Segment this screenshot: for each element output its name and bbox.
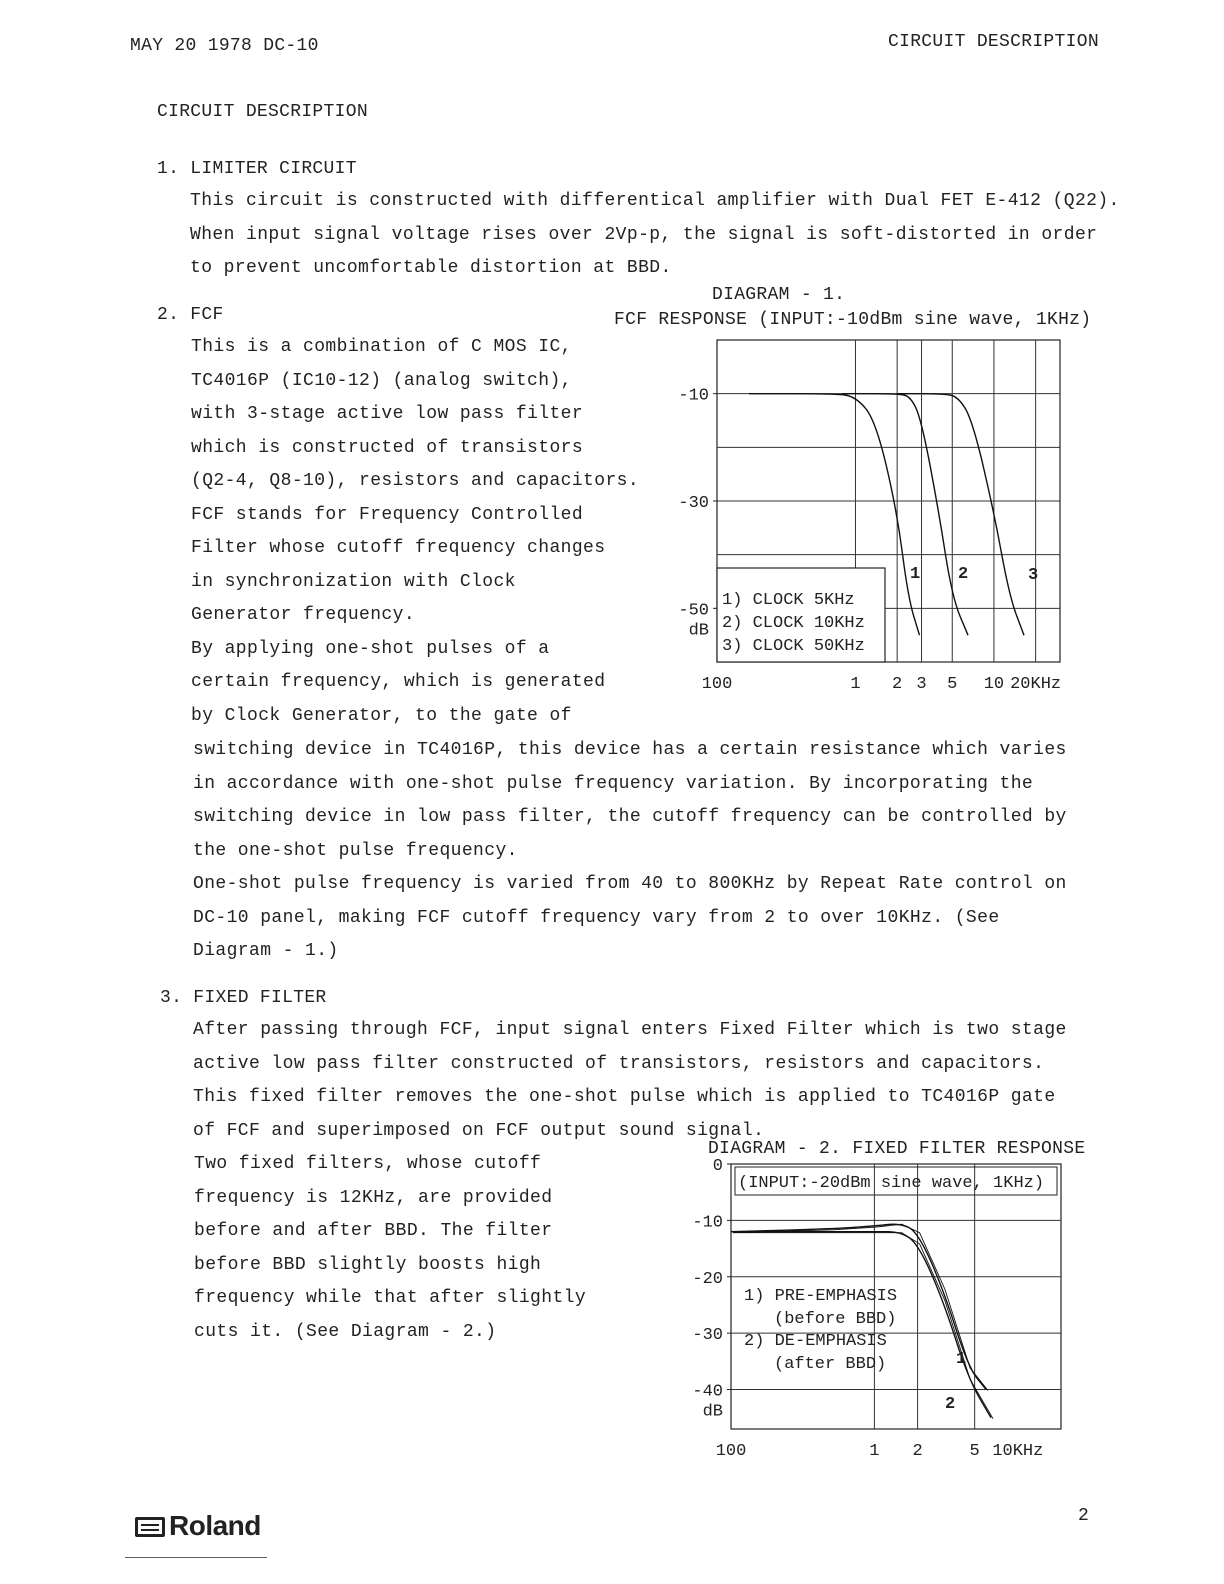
header-right: CIRCUIT DESCRIPTION [888, 32, 1099, 52]
series-line-3 [897, 394, 1024, 636]
x-tick-label: 10 [983, 675, 1005, 690]
x-tick-label: 100 [701, 675, 733, 690]
text-line: switching device in low pass filter, the cutoff frequency can be controlled by [193, 807, 1067, 827]
text-line: active low pass filter constructed of transistors, resistors and capacitors. [193, 1053, 1045, 1074]
curve-label-2: 2 [945, 1395, 956, 1414]
curve-label-1: 1 [956, 1350, 967, 1369]
y-tick-label: -30 [678, 494, 709, 513]
curve-label-2: 2 [958, 565, 969, 584]
text-line: by Clock Generator, to the gate of [191, 705, 572, 726]
curve-label-3: 3 [1028, 566, 1039, 585]
section-heading-limiter: 1. LIMITER CIRCUIT [157, 159, 357, 179]
logo-text: Roland [169, 1510, 261, 1541]
y-tick-label: -40 [692, 1382, 723, 1402]
text-line: TC4016P (IC10-12) (analog switch), [191, 370, 572, 391]
page-title: CIRCUIT DESCRIPTION [157, 102, 368, 122]
x-tick-label: 1 [869, 1442, 880, 1461]
curve-label-1: 1 [910, 565, 921, 584]
legend-entry: 1) CLOCK 5KHz [722, 591, 855, 610]
header-left: MAY 20 1978 DC-10 [130, 36, 319, 56]
roland-mark-icon [135, 1517, 165, 1537]
x-tick-label: 2 [892, 675, 903, 690]
section-body-fcf-wide [193, 734, 1067, 969]
x-tick-label: 3 [916, 675, 927, 690]
x-tick-label: 2 [912, 1442, 923, 1461]
y-tick-label: -10 [692, 1213, 723, 1233]
text-line: By applying one-shot pulses of a [191, 638, 550, 659]
text-line: This is a combination of C MOS IC, [191, 337, 572, 357]
section-body-fixed-filter-wide [193, 1014, 1067, 1148]
y-tick-label: -30 [692, 1326, 723, 1346]
text-line: Diagram - 1.) [193, 941, 339, 961]
text-line: This circuit is constructed with differentical amplifier with Dual FET E-412 (Q22). [190, 191, 1120, 211]
text-line: the one-shot pulse frequency. [193, 840, 518, 861]
legend-entry: (before BBD) [774, 1310, 897, 1329]
section-body-fixed-filter-narrow [194, 1148, 586, 1349]
text-line: before BBD slightly boosts high [194, 1254, 542, 1275]
text-line: cuts it. (See Diagram - 2.) [194, 1321, 497, 1342]
text-line: switching device in TC4016P, this device has a certain resistance which varies [193, 740, 1067, 760]
x-tick-label: 5 [947, 675, 958, 690]
text-line: Generator frequency. [191, 605, 416, 625]
text-line: to prevent uncomfortable distortion at BBD. [190, 258, 672, 278]
text-line: frequency is 12KHz, are provided [194, 1187, 553, 1208]
x-tick-label: 20KHz [1010, 675, 1062, 690]
text-line: This fixed filter removes the one-shot pulse which is applied to TC4016P gate [193, 1087, 1056, 1107]
legend-entry: 1) PRE-EMPHASIS [744, 1287, 898, 1306]
section-body-limiter [190, 185, 1120, 286]
diagram2-subtitle: (INPUT:-20dBm sine wave, 1KHz) [738, 1174, 1045, 1193]
footer-rule [125, 1557, 267, 1558]
y-tick-label: 0 [712, 1157, 723, 1176]
x-tick-label: 10KHz [992, 1442, 1044, 1461]
y-tick-label: -20 [692, 1269, 723, 1289]
section-heading-fcf: 2. FCF [157, 305, 224, 325]
x-tick-label: 5 [969, 1442, 980, 1461]
text-line: When input signal voltage rises over 2Vp-p, the signal is soft-distorted in order [190, 224, 1098, 245]
text-line: in synchronization with Clock [191, 571, 516, 592]
x-tick-label: 100 [715, 1442, 747, 1461]
roland-logo [135, 1510, 261, 1542]
text-line: with 3-stage active low pass filter [191, 404, 584, 424]
text-line: frequency while that after slightly [194, 1288, 587, 1308]
y-tick-label: -10 [678, 386, 709, 406]
y-tick-label: -50 [678, 601, 709, 621]
text-line: of FCF and superimposed on FCF output sound signal. [193, 1120, 765, 1141]
legend-entry: 2) DE-EMPHASIS [744, 1332, 887, 1351]
text-line: FCF stands for Frequency Controlled [191, 504, 584, 525]
text-line: (Q2-4, Q8-10), resistors and capacitors. [191, 471, 640, 491]
legend-entry: 2) CLOCK 10KHz [722, 614, 865, 633]
text-line: certain frequency, which is generated [191, 672, 606, 692]
text-line: After passing through FCF, input signal enters Fixed Filter which is two stage [193, 1020, 1067, 1040]
diagram1-chart [650, 330, 1080, 690]
text-line: One-shot pulse frequency is varied from 40 to 800KHz by Repeat Rate control on [193, 874, 1067, 894]
text-line: before and after BBD. The filter [194, 1221, 553, 1241]
page-number: 2 [1078, 1506, 1090, 1526]
legend-entry: 3) CLOCK 50KHz [722, 637, 865, 656]
text-line: which is constructed of transistors [191, 437, 584, 458]
section-body-fcf-narrow [191, 331, 639, 733]
text-line: in accordance with one-shot pulse frequency variation. By incorporating the [193, 773, 1034, 794]
diagram1-subtitle: FCF RESPONSE (INPUT:-10dBm sine wave, 1KHz) [614, 310, 1092, 330]
diagram2-title: DIAGRAM - 2. FIXED FILTER RESPONSE [708, 1139, 1086, 1159]
section-heading-fixed-filter: 3. FIXED FILTER [160, 988, 327, 1008]
text-line: Two fixed filters, whose cutoff [194, 1154, 542, 1174]
diagram1-title: DIAGRAM - 1. [712, 285, 846, 305]
text-line: Filter whose cutoff frequency changes [191, 538, 606, 558]
x-tick-label: 1 [850, 675, 861, 690]
legend-entry: (after BBD) [774, 1355, 887, 1374]
y-axis-label: dB [702, 1402, 723, 1422]
y-axis-label: dB [688, 621, 709, 641]
diagram2-chart [680, 1155, 1100, 1475]
text-line: DC-10 panel, making FCF cutoff frequency vary from 2 to over 10KHz. (See [193, 907, 1000, 928]
